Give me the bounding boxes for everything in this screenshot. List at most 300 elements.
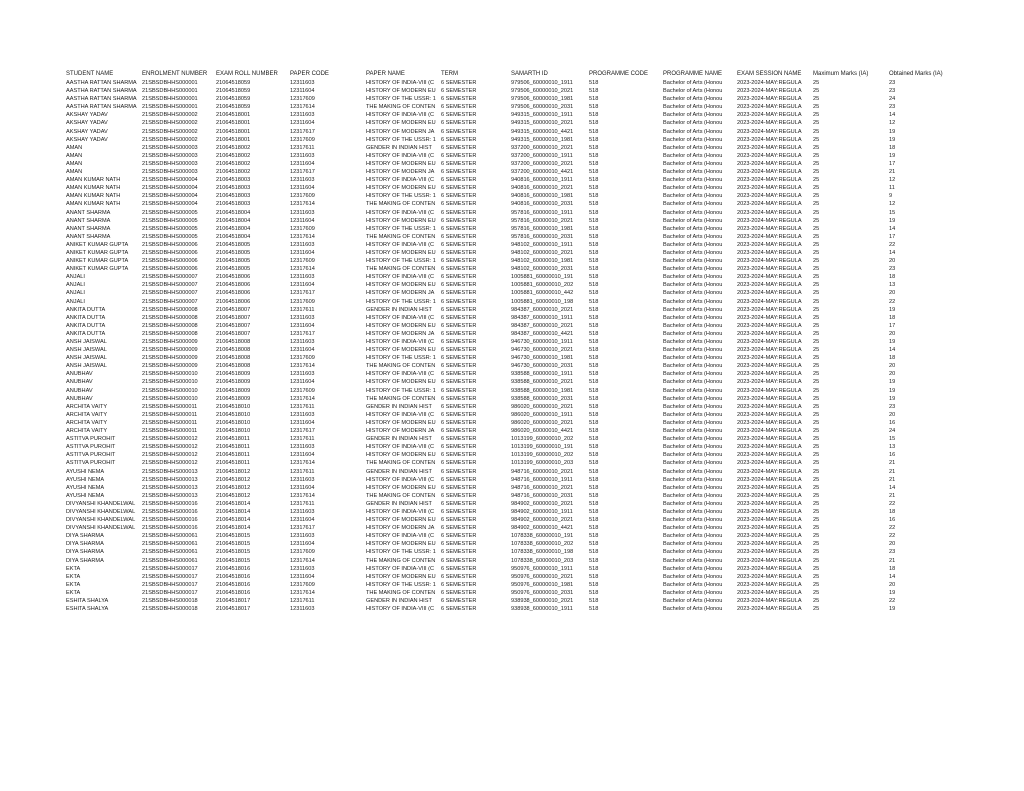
cell-obtained-marks: 12 [889, 201, 896, 208]
cell-paper-name: HISTORY OF INDIA-VIII (C [366, 411, 435, 418]
cell-exam-roll-number: 21064518014 [216, 508, 251, 515]
cell-student-name: ARCHITA VAITY [66, 428, 108, 435]
cell-samarth-id: 949315_60000010_4421 [511, 128, 574, 135]
cell-programme-code: 518 [589, 306, 599, 313]
cell-obtained-marks: 23 [889, 88, 896, 95]
cell-enrolment-number: 21SBSDBHHS000001 [142, 96, 198, 103]
cell-exam-roll-number: 21064518008 [216, 339, 251, 345]
cell-programme-name: Bachelor of Arts (Honou [663, 314, 723, 321]
cell-samarth-id: 940816_60000010_2021 [511, 185, 574, 192]
cell-maximum-marks: 25 [813, 136, 820, 143]
cell-maximum-marks: 25 [813, 589, 820, 596]
cell-obtained-marks: 17 [889, 160, 896, 167]
cell-exam-roll-number: 21064518017 [216, 598, 251, 604]
cell-maximum-marks: 25 [813, 104, 820, 111]
cell-exam-roll-number: 21064518009 [216, 395, 251, 402]
cell-paper-name: HISTORY OF INDIA-VIII (C [366, 371, 435, 378]
cell-programme-name: Bachelor of Arts (Honou [663, 541, 723, 548]
cell-term: 6 SEMESTER [441, 266, 477, 273]
header-term: TERM [441, 71, 458, 77]
cell-term: 6 SEMESTER [441, 233, 477, 240]
cell-exam-session-name: 2023-2024-MAY:REGULA [737, 152, 802, 159]
cell-exam-session-name: 2023-2024-MAY:REGULA [737, 589, 802, 596]
cell-paper-name: HISTORY OF THE USSR: 1 [366, 96, 436, 103]
cell-samarth-id: 984387_60000010_2021 [511, 306, 574, 313]
cell-paper-code: 12311604 [290, 160, 315, 167]
cell-student-name: AMAN KUMAR NATH [66, 177, 121, 184]
cell-exam-roll-number: 21064518001 [216, 128, 251, 135]
cell-maximum-marks: 25 [813, 347, 820, 354]
cell-term: 6 SEMESTER [441, 128, 477, 135]
cell-enrolment-number: 21SBSDBHHS000013 [142, 492, 198, 499]
cell-student-name: ANJALI [66, 298, 85, 305]
cell-maximum-marks: 25 [813, 339, 820, 345]
cell-samarth-id: 937200_60000010_1911 [511, 152, 573, 159]
cell-samarth-id: 984902_60000010_2021 [511, 500, 574, 507]
cell-student-name: ASTITVA PUROHIT [66, 460, 116, 467]
cell-term: 6 SEMESTER [441, 88, 477, 95]
cell-programme-code: 518 [589, 298, 599, 305]
cell-enrolment-number: 21SBSDBHHS000011 [142, 419, 198, 426]
cell-student-name: DIVYANSHI KHANDELWAL [66, 500, 136, 507]
cell-exam-session-name: 2023-2024-MAY:REGULA [737, 363, 802, 370]
cell-maximum-marks: 25 [813, 152, 820, 159]
cell-exam-roll-number: 21064518005 [216, 266, 251, 273]
cell-programme-name: Bachelor of Arts (Honou [663, 460, 723, 467]
cell-enrolment-number: 21SBSDBHHS000017 [142, 565, 198, 572]
cell-student-name: ANUBHAV [66, 379, 93, 386]
cell-paper-code: 12311603 [290, 339, 315, 345]
cell-exam-session-name: 2023-2024-MAY:REGULA [737, 557, 802, 564]
cell-obtained-marks: 17 [889, 233, 896, 240]
cell-paper-name: THE MAKING OF CONTEN [366, 557, 436, 564]
cell-paper-name: GENDER IN INDIAN HIST [366, 403, 432, 410]
cell-obtained-marks: 12 [889, 177, 896, 184]
cell-exam-roll-number: 21064518009 [216, 379, 251, 386]
cell-exam-roll-number: 21064518004 [216, 233, 251, 240]
cell-obtained-marks: 19 [889, 379, 896, 386]
cell-term: 6 SEMESTER [441, 282, 477, 289]
cell-paper-code: 12317609 [290, 298, 315, 305]
cell-enrolment-number: 21SBSDBHHS000018 [142, 598, 198, 604]
cell-programme-code: 518 [589, 225, 599, 232]
cell-exam-session-name: 2023-2024-MAY:REGULA [737, 249, 802, 256]
table-row [64, 362, 964, 370]
cell-paper-code: 12317609 [290, 387, 315, 394]
cell-paper-name: HISTORY OF MODERN EU [366, 282, 436, 289]
cell-maximum-marks: 25 [813, 452, 820, 459]
cell-paper-name: HISTORY OF MODERN EU [366, 347, 436, 354]
cell-exam-roll-number: 21064518002 [216, 144, 251, 151]
cell-paper-name: HISTORY OF MODERN EU [366, 452, 436, 459]
cell-programme-code: 518 [589, 290, 599, 297]
cell-obtained-marks: 15 [889, 209, 896, 216]
cell-obtained-marks: 16 [889, 419, 896, 426]
table-row [64, 476, 964, 484]
cell-enrolment-number: 21SBSDBHHS000003 [142, 152, 198, 159]
cell-paper-name: HISTORY OF MODERN JA [366, 428, 435, 435]
cell-programme-code: 518 [589, 112, 599, 119]
cell-programme-code: 518 [589, 419, 599, 426]
cell-paper-code: 12317611 [290, 598, 315, 604]
cell-student-name: ANIKET KUMAR GUPTA [66, 241, 129, 248]
cell-enrolment-number: 21SBSDBHHS000008 [142, 330, 198, 337]
cell-paper-name: HISTORY OF INDIA-VIII (C [366, 314, 435, 321]
cell-paper-code: 12317609 [290, 549, 315, 556]
cell-maximum-marks: 25 [813, 217, 820, 224]
cell-exam-roll-number: 21064518015 [216, 557, 251, 564]
cell-student-name: ANJALI [66, 274, 85, 281]
table-row [64, 605, 964, 613]
cell-exam-session-name: 2023-2024-MAY:REGULA [737, 169, 802, 176]
cell-enrolment-number: 21SBSDBHHS000017 [142, 589, 198, 596]
table-row [64, 128, 964, 136]
cell-programme-name: Bachelor of Arts (Honou [663, 88, 723, 95]
cell-paper-code: 12311603 [290, 112, 315, 119]
table-row [64, 387, 964, 395]
header-obtained-marks: Obtained Marks (IA) [889, 71, 943, 77]
cell-samarth-id: 957816_60000010_2031 [511, 233, 574, 240]
table-row [64, 589, 964, 597]
cell-obtained-marks: 14 [889, 347, 896, 354]
cell-term: 6 SEMESTER [441, 306, 477, 313]
cell-student-name: DIVYANSHI KHANDELWAL [66, 508, 136, 515]
table-row [64, 354, 964, 362]
cell-obtained-marks: 15 [889, 436, 896, 443]
cell-exam-session-name: 2023-2024-MAY:REGULA [737, 517, 802, 524]
table-row [64, 249, 964, 257]
cell-obtained-marks: 21 [889, 169, 896, 176]
cell-exam-roll-number: 21064518003 [216, 177, 251, 184]
cell-student-name: EKTA [66, 573, 81, 580]
cell-samarth-id: 946730_60000010_1911 [511, 339, 573, 345]
cell-paper-name: THE MAKING OF CONTEN [366, 266, 436, 273]
cell-samarth-id: 950976_60000010_2021 [511, 573, 574, 580]
cell-exam-session-name: 2023-2024-MAY:REGULA [737, 96, 802, 103]
cell-samarth-id: 957816_60000010_2021 [511, 217, 574, 224]
cell-student-name: AYUSHI NEMA [66, 492, 105, 499]
cell-paper-name: HISTORY OF MODERN JA [366, 290, 435, 297]
cell-student-name: ASTITVA PUROHIT [66, 436, 116, 443]
cell-paper-name: HISTORY OF MODERN EU [366, 217, 436, 224]
cell-obtained-marks: 19 [889, 306, 896, 313]
cell-maximum-marks: 25 [813, 549, 820, 556]
cell-samarth-id: 948716_60000010_2021 [511, 484, 574, 491]
cell-obtained-marks: 11 [889, 185, 895, 192]
cell-enrolment-number: 21SBSDBHHS000012 [142, 436, 198, 443]
cell-exam-session-name: 2023-2024-MAY:REGULA [737, 201, 802, 208]
cell-exam-roll-number: 21064518012 [216, 492, 251, 499]
cell-samarth-id: 1013199_60000010_202 [511, 436, 574, 443]
cell-paper-code: 12311604 [290, 282, 315, 289]
cell-exam-roll-number: 21064518010 [216, 419, 251, 426]
cell-programme-name: Bachelor of Arts (Honou [663, 557, 723, 564]
cell-enrolment-number: 21SBSDBHHS000003 [142, 169, 198, 176]
cell-term: 6 SEMESTER [441, 249, 477, 256]
cell-obtained-marks: 22 [889, 298, 896, 305]
cell-obtained-marks: 19 [889, 606, 896, 613]
cell-programme-name: Bachelor of Arts (Honou [663, 598, 723, 604]
cell-programme-name: Bachelor of Arts (Honou [663, 330, 723, 337]
cell-exam-session-name: 2023-2024-MAY:REGULA [737, 136, 802, 143]
table-row [64, 419, 964, 427]
cell-exam-session-name: 2023-2024-MAY:REGULA [737, 209, 802, 216]
cell-samarth-id: 1078338_60000010_202 [511, 541, 574, 548]
cell-exam-session-name: 2023-2024-MAY:REGULA [737, 492, 802, 499]
cell-enrolment-number: 21SBSDBHHS000005 [142, 217, 198, 224]
cell-student-name: ARCHITA VAITY [66, 411, 108, 418]
cell-programme-name: Bachelor of Arts (Honou [663, 371, 723, 378]
cell-obtained-marks: 23 [889, 104, 896, 111]
cell-programme-code: 518 [589, 549, 599, 556]
cell-samarth-id: 937200_60000010_2021 [511, 144, 574, 151]
cell-term: 6 SEMESTER [441, 541, 477, 548]
cell-term: 6 SEMESTER [441, 581, 477, 588]
cell-exam-roll-number: 21064518010 [216, 428, 251, 435]
cell-obtained-marks: 13 [889, 282, 896, 289]
table-row [64, 395, 964, 403]
cell-enrolment-number: 21SBSDBHHS000016 [142, 517, 198, 524]
cell-paper-code: 12311603 [290, 371, 315, 378]
cell-paper-code: 12317614 [290, 460, 315, 467]
cell-samarth-id: 984387_60000010_4421 [511, 330, 574, 337]
cell-paper-code: 12311603 [290, 606, 315, 613]
cell-exam-roll-number: 21064518016 [216, 589, 251, 596]
cell-maximum-marks: 25 [813, 298, 820, 305]
cell-programme-name: Bachelor of Arts (Honou [663, 565, 723, 572]
cell-exam-roll-number: 21064518001 [216, 120, 251, 127]
cell-programme-code: 518 [589, 403, 599, 410]
cell-samarth-id: 984902_60000010_2021 [511, 517, 574, 524]
cell-enrolment-number: 21SBSDBHHS000006 [142, 249, 198, 256]
cell-programme-code: 518 [589, 347, 599, 354]
cell-paper-name: THE MAKING OF CONTEN [366, 363, 436, 370]
cell-student-name: AASTHA RATTAN SHARMA [66, 96, 137, 103]
cell-exam-session-name: 2023-2024-MAY:REGULA [737, 347, 802, 354]
header-programme-code: PROGRAMME CODE [589, 71, 649, 77]
cell-paper-code: 12311603 [290, 314, 315, 321]
cell-paper-name: HISTORY OF MODERN EU [366, 185, 436, 192]
cell-maximum-marks: 25 [813, 233, 820, 240]
cell-obtained-marks: 20 [889, 363, 896, 370]
cell-programme-code: 518 [589, 185, 599, 192]
cell-maximum-marks: 25 [813, 428, 820, 435]
cell-programme-name: Bachelor of Arts (Honou [663, 606, 723, 613]
cell-enrolment-number: 21SBSDBHHS000017 [142, 581, 198, 588]
cell-student-name: AMAN [66, 160, 83, 167]
table-row [64, 209, 964, 217]
cell-exam-session-name: 2023-2024-MAY:REGULA [737, 403, 802, 410]
cell-exam-session-name: 2023-2024-MAY:REGULA [737, 508, 802, 515]
cell-paper-name: HISTORY OF THE USSR: 1 [366, 581, 436, 588]
cell-paper-code: 12317614 [290, 492, 315, 499]
cell-obtained-marks: 14 [889, 112, 896, 119]
cell-programme-name: Bachelor of Arts (Honou [663, 282, 723, 289]
cell-enrolment-number: 21SBSDBHHS000001 [142, 88, 198, 95]
cell-maximum-marks: 25 [813, 241, 820, 248]
cell-exam-session-name: 2023-2024-MAY:REGULA [737, 282, 802, 289]
table-row [64, 111, 964, 119]
cell-programme-code: 518 [589, 274, 599, 281]
cell-exam-session-name: 2023-2024-MAY:REGULA [737, 355, 802, 362]
cell-exam-roll-number: 21064518006 [216, 290, 251, 297]
cell-maximum-marks: 25 [813, 193, 820, 200]
cell-programme-name: Bachelor of Arts (Honou [663, 209, 723, 216]
cell-exam-roll-number: 21064518012 [216, 484, 251, 491]
cell-programme-code: 518 [589, 314, 599, 321]
cell-samarth-id: 938588_60000010_2031 [511, 395, 574, 402]
cell-obtained-marks: 20 [889, 258, 896, 265]
table-row [64, 87, 964, 95]
cell-paper-name: HISTORY OF INDIA-VIII (C [366, 565, 435, 572]
cell-maximum-marks: 25 [813, 169, 820, 176]
cell-samarth-id: 1013199_60000010_202 [511, 452, 574, 459]
cell-paper-name: THE MAKING OF CONTEN [366, 104, 436, 111]
cell-samarth-id: 1005881_60000010_442 [511, 290, 574, 297]
cell-exam-roll-number: 21064518006 [216, 298, 251, 305]
cell-maximum-marks: 25 [813, 258, 820, 265]
cell-obtained-marks: 18 [889, 144, 896, 151]
cell-enrolment-number: 21SBSDBHHS000012 [142, 444, 198, 451]
cell-samarth-id: 949315_60000010_2021 [511, 120, 574, 127]
cell-term: 6 SEMESTER [441, 395, 477, 402]
cell-programme-name: Bachelor of Arts (Honou [663, 128, 723, 135]
cell-programme-name: Bachelor of Arts (Honou [663, 419, 723, 426]
cell-obtained-marks: 18 [889, 355, 896, 362]
cell-paper-name: HISTORY OF MODERN EU [366, 419, 436, 426]
cell-enrolment-number: 21SBSDBHHS000006 [142, 241, 198, 248]
table-row [64, 411, 964, 419]
cell-programme-name: Bachelor of Arts (Honou [663, 112, 723, 119]
cell-enrolment-number: 21SBSDBHHS000010 [142, 379, 198, 386]
cell-obtained-marks: 21 [889, 468, 896, 475]
cell-obtained-marks: 12 [889, 120, 896, 127]
cell-obtained-marks: 16 [889, 517, 896, 524]
cell-student-name: ANIKET KUMAR GUPTA [66, 249, 129, 256]
table-row [64, 508, 964, 516]
cell-enrolment-number: 21SBSDBHHS000002 [142, 136, 198, 143]
cell-term: 6 SEMESTER [441, 428, 477, 435]
cell-student-name: ASTITVA PUROHIT [66, 452, 116, 459]
table-row [64, 581, 964, 589]
table-row [64, 435, 964, 443]
cell-obtained-marks: 20 [889, 411, 896, 418]
cell-programme-code: 518 [589, 395, 599, 402]
cell-enrolment-number: 21SBSDBHHS000061 [142, 549, 198, 556]
cell-term: 6 SEMESTER [441, 533, 477, 540]
cell-student-name: EKTA [66, 565, 81, 572]
cell-enrolment-number: 21SBSDBHHS000007 [142, 298, 198, 305]
cell-obtained-marks: 18 [889, 565, 896, 572]
cell-programme-name: Bachelor of Arts (Honou [663, 533, 723, 540]
cell-obtained-marks: 21 [889, 492, 896, 499]
cell-exam-roll-number: 21064518014 [216, 500, 251, 507]
cell-samarth-id: 957816_60000010_1911 [511, 209, 573, 216]
cell-exam-roll-number: 21064518007 [216, 330, 251, 337]
table-row [64, 241, 964, 249]
cell-student-name: ARCHITA VAITY [66, 403, 108, 410]
cell-maximum-marks: 25 [813, 322, 820, 329]
cell-programme-code: 518 [589, 169, 599, 176]
table-row [64, 532, 964, 540]
table-row [64, 265, 964, 273]
cell-enrolment-number: 21SBSDBHHS000008 [142, 306, 198, 313]
cell-paper-name: HISTORY OF MODERN EU [366, 517, 436, 524]
cell-obtained-marks: 22 [889, 533, 896, 540]
cell-paper-name: HISTORY OF INDIA-VIII (C [366, 508, 435, 515]
cell-exam-session-name: 2023-2024-MAY:REGULA [737, 606, 802, 613]
cell-paper-name: GENDER IN INDIAN HIST [366, 144, 432, 151]
header-paper-code: PAPER CODE [290, 71, 329, 77]
cell-programme-name: Bachelor of Arts (Honou [663, 355, 723, 362]
cell-enrolment-number: 21SBSDBHHS000006 [142, 258, 198, 265]
cell-maximum-marks: 25 [813, 363, 820, 370]
table-row [64, 184, 964, 192]
cell-programme-name: Bachelor of Arts (Honou [663, 249, 723, 256]
cell-exam-roll-number: 21064518003 [216, 185, 251, 192]
cell-term: 6 SEMESTER [441, 120, 477, 127]
cell-term: 6 SEMESTER [441, 112, 477, 119]
table-row [64, 322, 964, 330]
cell-exam-roll-number: 21064518059 [216, 88, 251, 95]
cell-term: 6 SEMESTER [441, 104, 477, 111]
cell-programme-code: 518 [589, 363, 599, 370]
cell-exam-roll-number: 21064518016 [216, 581, 251, 588]
cell-student-name: AMAN [66, 152, 83, 159]
cell-exam-session-name: 2023-2024-MAY:REGULA [737, 379, 802, 386]
cell-programme-code: 518 [589, 160, 599, 167]
cell-term: 6 SEMESTER [441, 152, 477, 159]
cell-exam-session-name: 2023-2024-MAY:REGULA [737, 395, 802, 402]
cell-paper-code: 12311604 [290, 88, 315, 95]
cell-programme-code: 518 [589, 209, 599, 216]
cell-maximum-marks: 25 [813, 355, 820, 362]
cell-samarth-id: 950976_60000010_2031 [511, 589, 574, 596]
cell-obtained-marks: 23 [889, 549, 896, 556]
cell-maximum-marks: 25 [813, 508, 820, 515]
cell-student-name: AYUSHI NEMA [66, 484, 105, 491]
cell-paper-name: HISTORY OF MODERN EU [366, 573, 436, 580]
cell-obtained-marks: 16 [889, 452, 896, 459]
header-programme-name: PROGRAMME NAME [663, 71, 723, 77]
cell-enrolment-number: 21SBSDBHHS000017 [142, 573, 198, 580]
table-row [64, 484, 964, 492]
cell-programme-name: Bachelor of Arts (Honou [663, 169, 723, 176]
cell-exam-session-name: 2023-2024-MAY:REGULA [737, 258, 802, 265]
cell-programme-code: 518 [589, 152, 599, 159]
cell-programme-name: Bachelor of Arts (Honou [663, 379, 723, 386]
cell-samarth-id: 1078338_60000010_198 [511, 549, 574, 556]
cell-paper-code: 12317614 [290, 363, 315, 370]
cell-samarth-id: 984387_60000010_1911 [511, 314, 573, 321]
cell-exam-session-name: 2023-2024-MAY:REGULA [737, 217, 802, 224]
table-row [64, 516, 964, 524]
table-row [64, 200, 964, 208]
cell-programme-name: Bachelor of Arts (Honou [663, 452, 723, 459]
cell-student-name: ANJALI [66, 282, 85, 289]
cell-exam-session-name: 2023-2024-MAY:REGULA [737, 387, 802, 394]
cell-student-name: DIVYANSHI KHANDELWAL [66, 525, 136, 532]
cell-programme-name: Bachelor of Arts (Honou [663, 144, 723, 151]
cell-enrolment-number: 21SBSDBHHS000009 [142, 355, 198, 362]
cell-programme-code: 518 [589, 322, 599, 329]
cell-paper-code: 12311604 [290, 249, 315, 256]
cell-samarth-id: 1005881_60000010_202 [511, 282, 574, 289]
cell-programme-code: 518 [589, 217, 599, 224]
cell-term: 6 SEMESTER [441, 468, 477, 475]
cell-obtained-marks: 23 [889, 80, 896, 86]
cell-exam-roll-number: 21064518015 [216, 549, 251, 556]
